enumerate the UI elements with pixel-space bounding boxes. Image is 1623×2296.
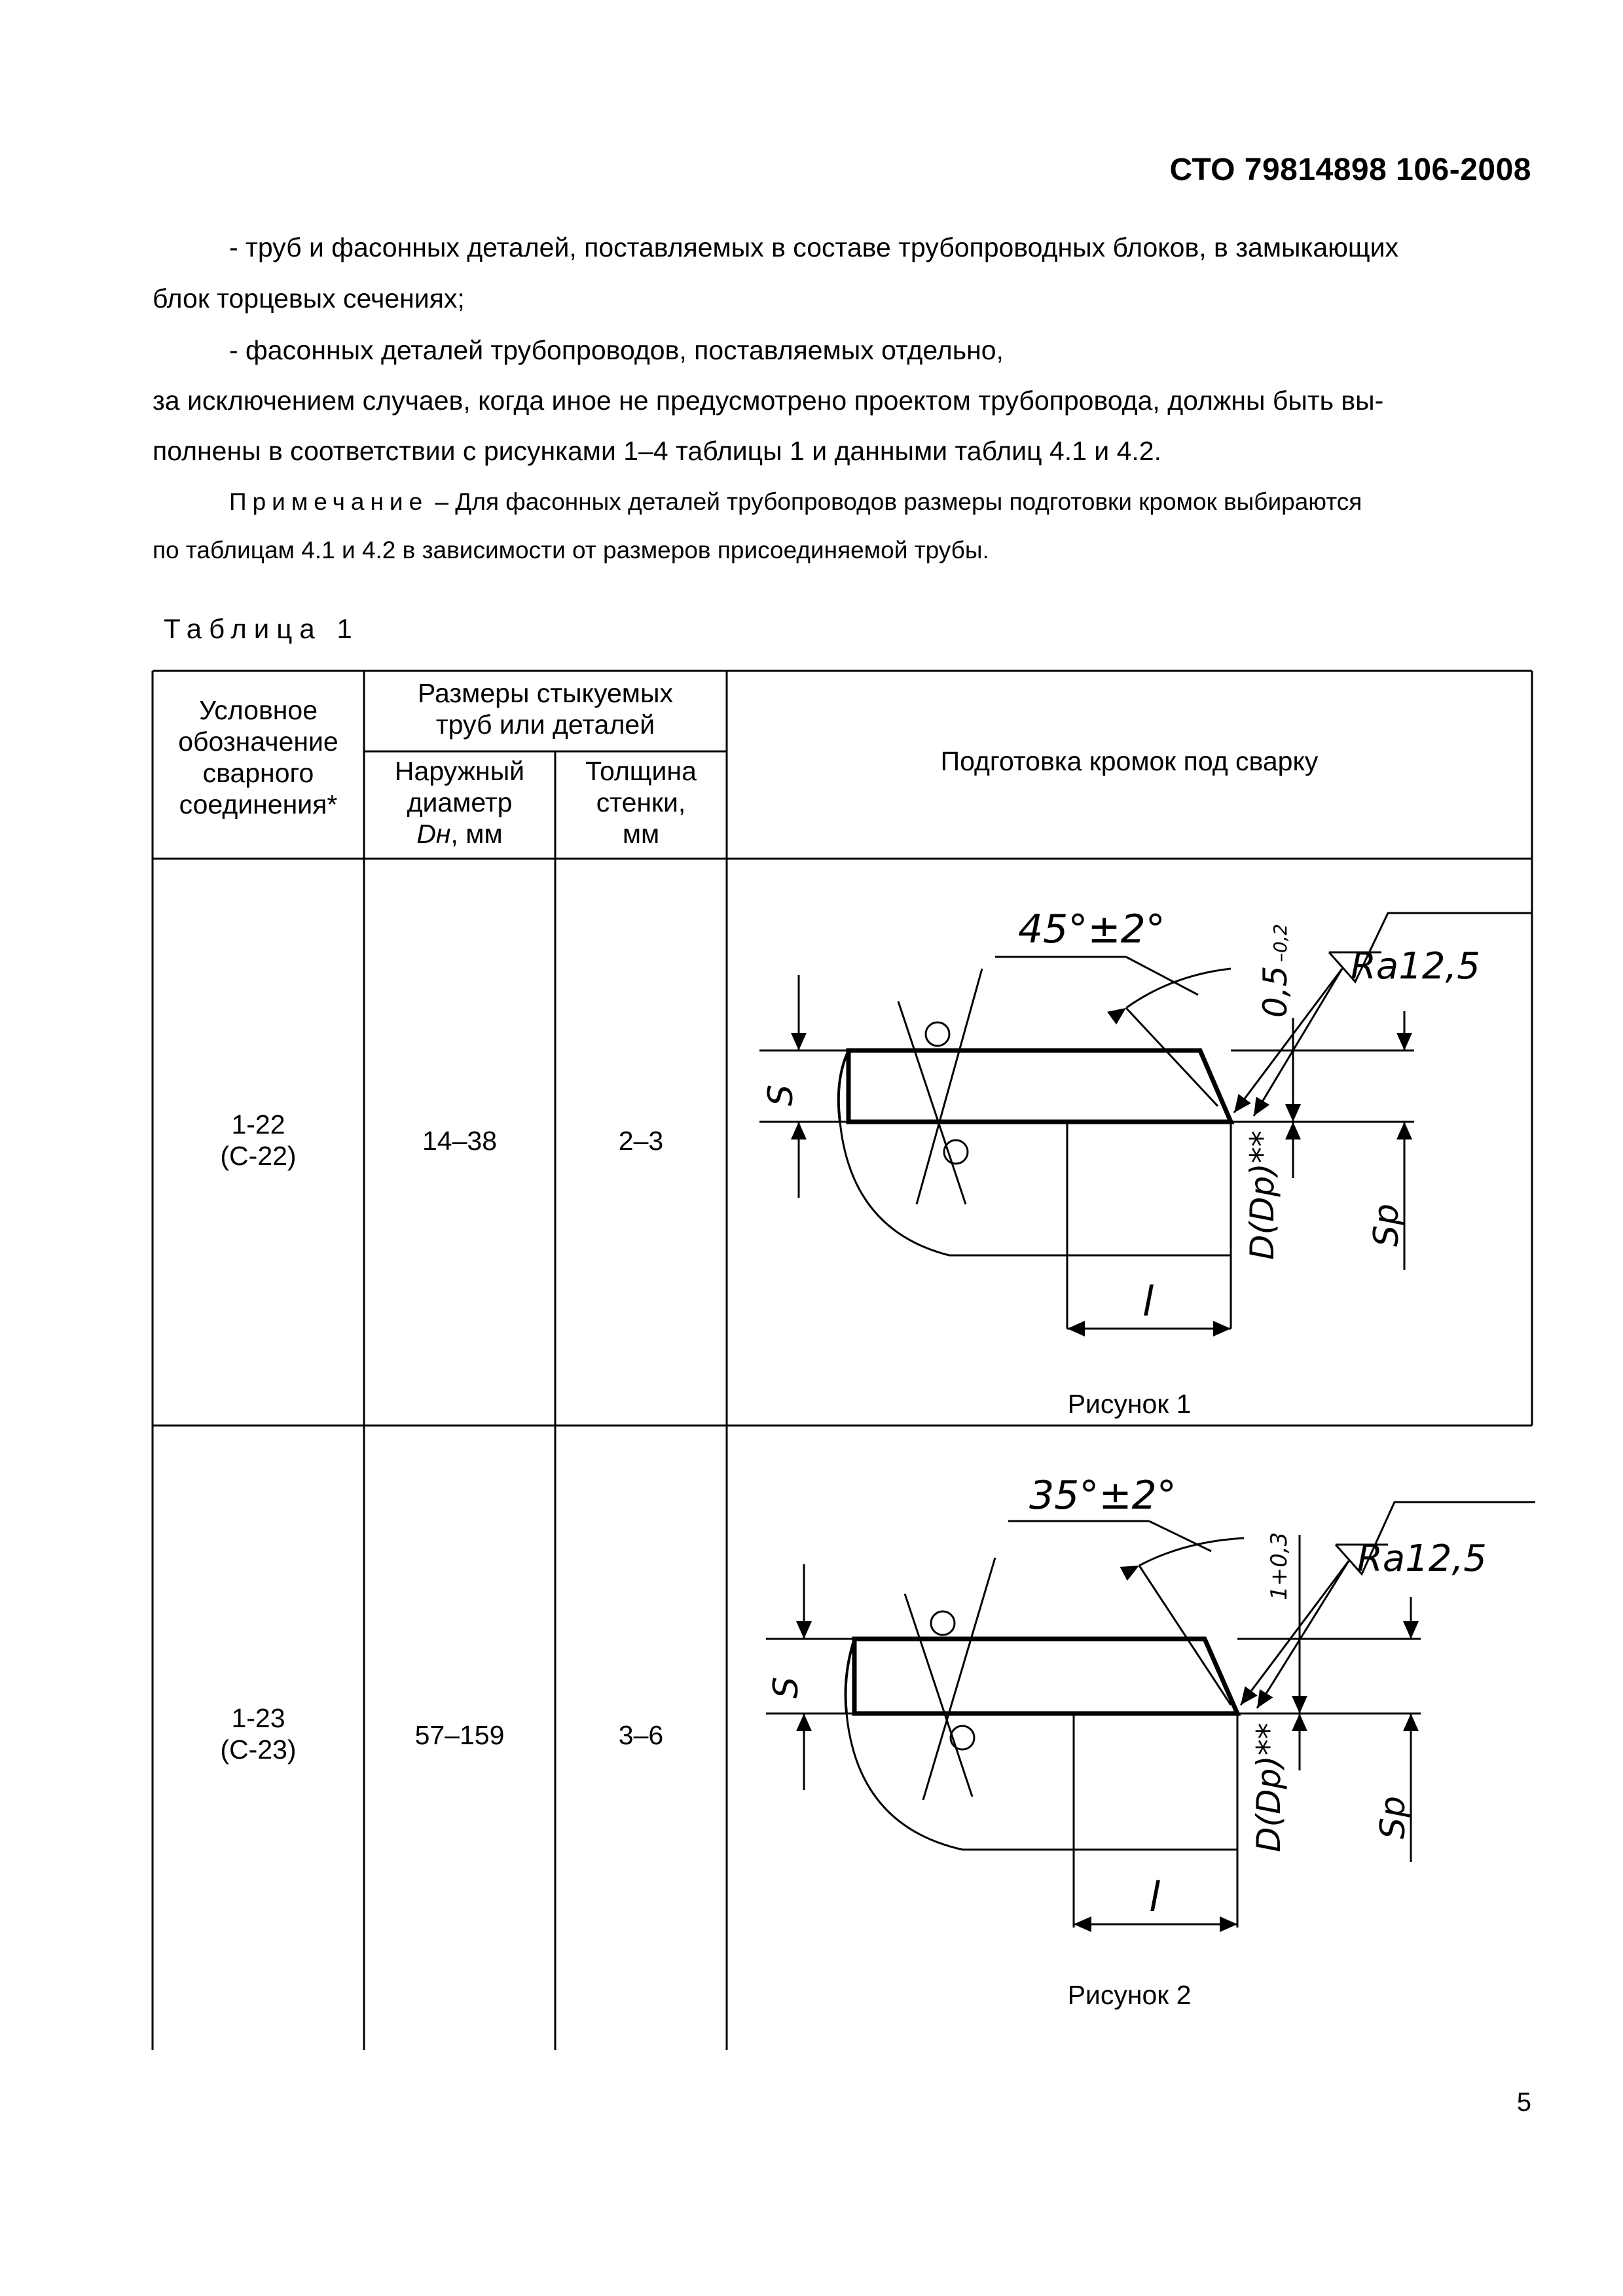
figure-1-sp-label: Sp — [1367, 1203, 1406, 1247]
row-2-diameter: 57–159 — [414, 1720, 505, 1750]
header-outer-diameter: Наружный диаметр Dн, мм — [394, 756, 525, 849]
figure-2-d-label: D(Dp)** — [1250, 1723, 1288, 1852]
note-text: – Для фасонных деталей трубопроводов размеры подготовки кромок выбираются — [428, 488, 1362, 515]
row-1-designation: 1-22 (С-22) — [220, 1109, 297, 1171]
figure-2-tolerance: 1+0,3 — [1266, 1532, 1292, 1600]
header-wall-thickness: Толщина стенки, мм — [585, 756, 697, 849]
page-number: 5 — [1516, 2088, 1531, 2117]
note-label: Примечание — [229, 488, 429, 515]
figure-2-caption: Рисунок 2 — [1067, 1980, 1192, 2010]
body-line-4: за исключением случаев, когда иное не предусмотрено проектом трубопровода, должны быть вы- — [153, 386, 1384, 416]
figure-1-tolerance-sub: –0,2 — [1269, 924, 1291, 962]
figure-1-roughness: Ra12,5 — [1351, 945, 1480, 988]
figure-1-angle: 45°±2° — [1018, 906, 1165, 952]
figure-1-l-label: l — [1142, 1278, 1154, 1325]
body-line-2: блок торцевых сечениях; — [153, 283, 465, 314]
header-designation: Условное обозначение сварного соединения* — [178, 695, 338, 819]
row-2-designation: 1-23 (С-23) — [220, 1703, 297, 1765]
figure-2-angle: 35°±2° — [1029, 1473, 1176, 1518]
table-caption: Таблица 1 — [164, 613, 359, 644]
figure-1-d-label: D(Dp)** — [1243, 1130, 1281, 1260]
body-line-3: - фасонных деталей трубопроводов, поставляемых отдельно, — [229, 335, 1004, 365]
note-line-2: по таблицам 4.1 и 4.2 в зависимости от размеров присоединяемой трубы. — [153, 537, 989, 564]
row-1-thickness: 2–3 — [618, 1126, 664, 1156]
table-borders — [153, 671, 1532, 2050]
header-sizes-group: Размеры стыкуемых труб или деталей — [418, 678, 673, 740]
figure-1-caption: Рисунок 1 — [1067, 1389, 1192, 1419]
figure-1-tolerance: 0,5 — [1256, 965, 1294, 1018]
figure-2-l-label: l — [1149, 1873, 1161, 1921]
row-1-diameter: 14–38 — [422, 1126, 497, 1156]
body-line-1: - труб и фасонных деталей, поставляемых в составе трубопроводных блоков, в замыкающих — [229, 232, 1399, 262]
header-diameter-symbol: Dн — [416, 818, 451, 849]
figure-2-s-label: S — [767, 1676, 806, 1698]
body-line-5: полнены в соответствии с рисунками 1–4 таблицы 1 и данными таблиц 4.1 и 4.2. — [153, 436, 1161, 466]
header-edge-preparation: Подготовка кромок под сварку — [940, 746, 1319, 776]
document-code: СТО 79814898 106-2008 — [1169, 152, 1531, 187]
row-2-thickness: 3–6 — [618, 1720, 664, 1750]
figure-2-roughness: Ra12,5 — [1357, 1537, 1487, 1580]
figure-1-s-label: S — [761, 1084, 801, 1106]
figure-2-sp-label: Sp — [1374, 1795, 1413, 1839]
